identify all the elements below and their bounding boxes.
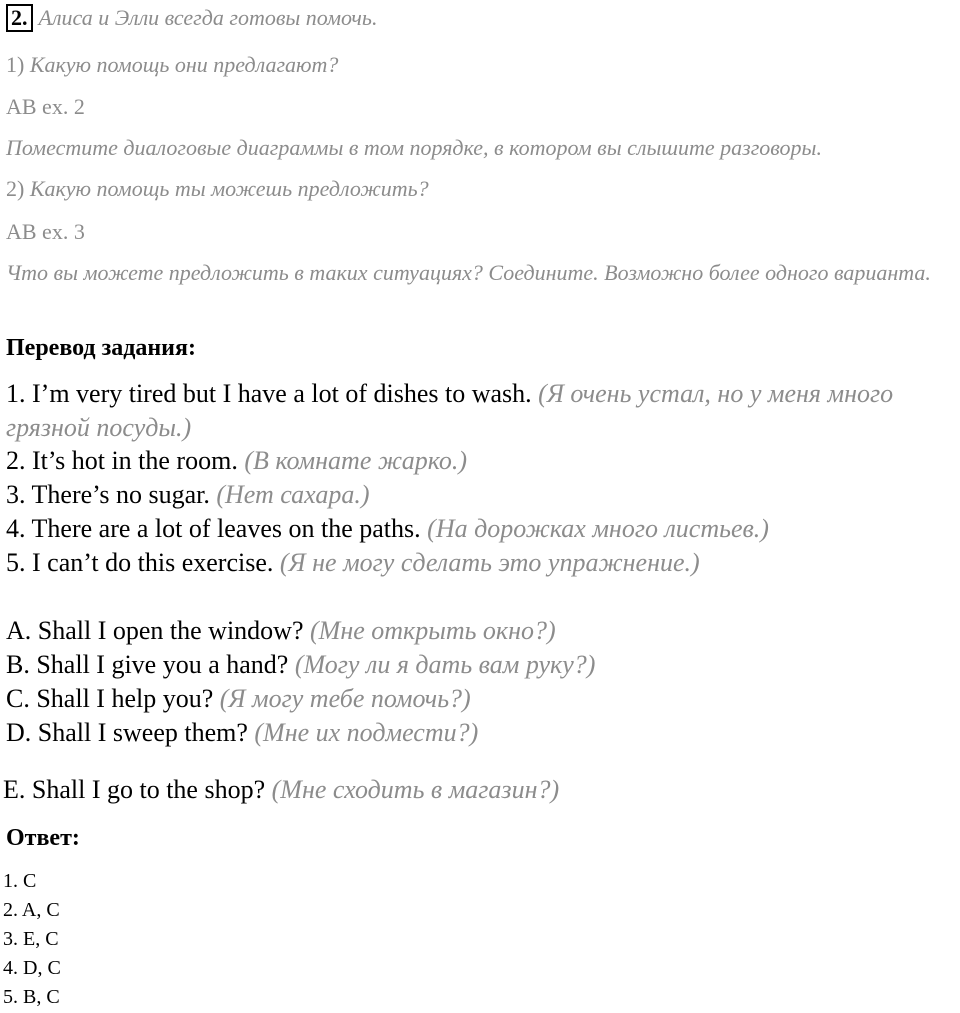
ex2-instruction: Поместите диалоговые диаграммы в том порядке, в котором вы слышите разговоры. xyxy=(6,135,822,160)
question-1 xyxy=(6,52,338,78)
situation-en: 4. There are a lot of leaves on the paths. xyxy=(6,514,421,543)
offer-ru: (Я могу тебе помочь?) xyxy=(219,684,471,713)
situation-item xyxy=(6,480,370,510)
offer-item xyxy=(6,718,478,748)
situation-ru: (На дорожках много листьев.) xyxy=(427,514,769,543)
answer-item: 1. C xyxy=(3,870,37,892)
offer-en: B. Shall I give you a hand? xyxy=(6,650,289,679)
question-2-number: 2) xyxy=(6,176,25,201)
answer-item: 5. B, C xyxy=(3,986,60,1008)
offer-item xyxy=(6,616,556,646)
offer-ru: (Мне открыть окно?) xyxy=(310,616,556,645)
offer-en: A. Shall I open the window? xyxy=(6,616,304,645)
question-1-number: 1) xyxy=(6,52,25,77)
answer-item: 4. D, C xyxy=(3,957,61,979)
situation-ru: (Я не могу сделать это упражнение.) xyxy=(279,548,700,577)
ab-ex3-label: AB ex. 3 xyxy=(6,219,85,244)
task-header xyxy=(6,4,377,32)
question-2 xyxy=(6,176,429,202)
translation-heading: Перевод задания: xyxy=(6,335,196,361)
situation-ru: (Нет сахара.) xyxy=(216,480,370,509)
answer-heading: Ответ: xyxy=(6,825,80,851)
situation-ru: (В комнате жарко.) xyxy=(244,446,468,475)
answer-item: 3. E, C xyxy=(3,928,59,950)
ex3-instruction: Что вы можете предложить в таких ситуациях? Соедините. Возможно более одного варианта. xyxy=(6,260,931,285)
situation-item xyxy=(6,514,769,544)
offer-en: C. Shall I help you? xyxy=(6,684,214,713)
offer-item xyxy=(6,650,595,680)
situation-ru: (Я очень устал, но у меня много грязной посуды.) xyxy=(6,379,894,442)
situation-en: 5. I can’t do this exercise. xyxy=(6,548,274,577)
offer-item xyxy=(3,775,559,805)
situation-item xyxy=(6,446,467,476)
offer-ru: (Мне их подмести?) xyxy=(254,718,479,747)
situation-item xyxy=(6,377,951,445)
answer-item: 2. A, C xyxy=(3,899,60,921)
situation-en: 2. It’s hot in the room. xyxy=(6,446,238,475)
offer-ru: (Мне сходить в магазин?) xyxy=(271,775,560,804)
situation-item xyxy=(6,548,700,578)
situation-en: 1. I’m very tired but I have a lot of dishes to wash. xyxy=(6,379,532,408)
offer-ru: (Могу ли я дать вам руку?) xyxy=(294,650,596,679)
ab-ex2-label: AB ex. 2 xyxy=(6,94,85,119)
offer-en: E. Shall I go to the shop? xyxy=(3,775,266,804)
situation-en: 3. There’s no sugar. xyxy=(6,480,210,509)
question-1-text: Какую помощь они предлагают? xyxy=(29,52,339,77)
offer-item xyxy=(6,684,471,714)
offer-en: D. Shall I sweep them? xyxy=(6,718,248,747)
question-2-text: Какую помощь ты можешь предложить? xyxy=(29,176,429,201)
task-number-box: 2. xyxy=(6,4,33,32)
task-title: Алиса и Элли всегда готовы помочь. xyxy=(38,5,378,30)
